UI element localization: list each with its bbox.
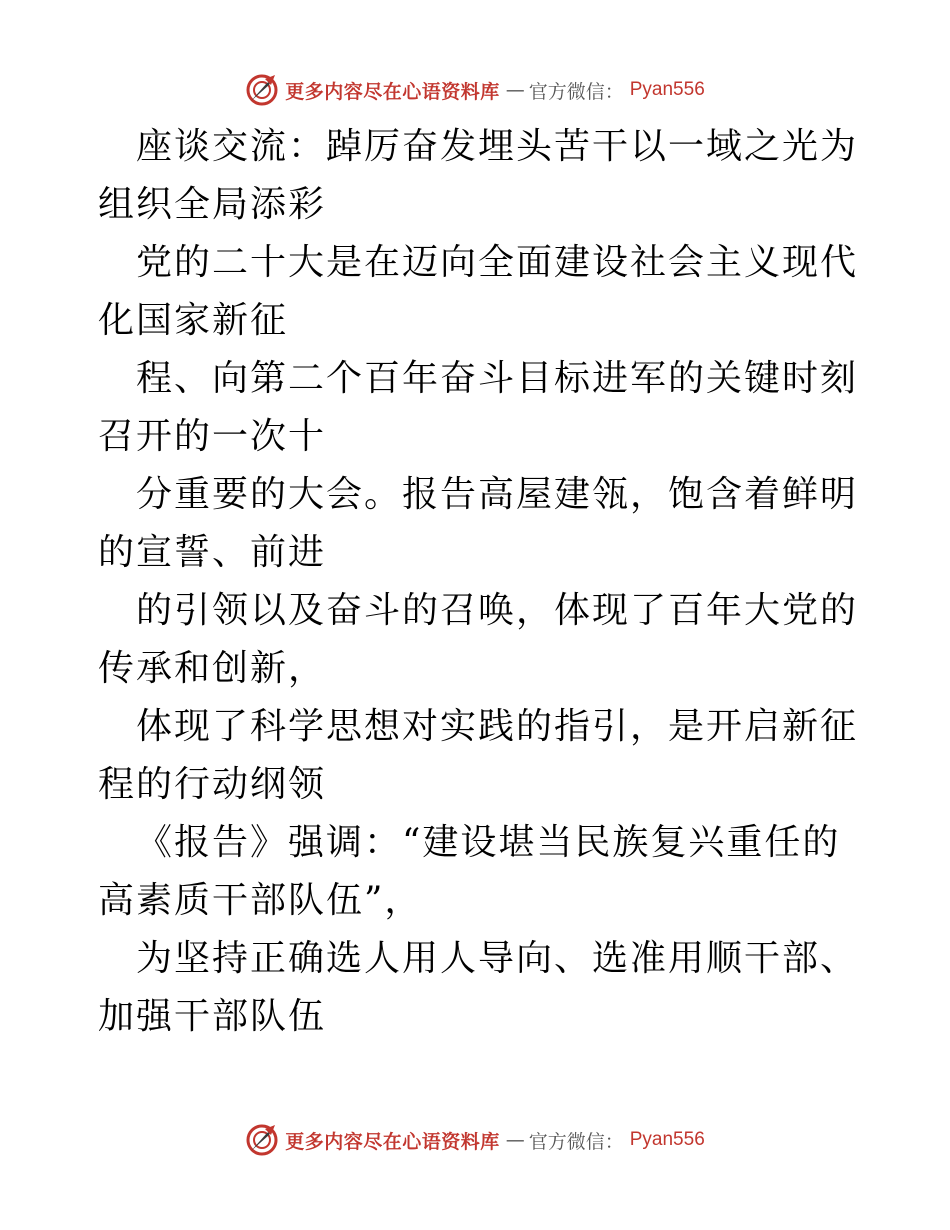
paragraph-7: 《报告》强调：“建设堪当民族复兴重任的高素质干部队伍”，: [98, 822, 841, 921]
document-body: [98, 118, 858, 1046]
paragraph-6: 体现了科学思想对实践的指引，是开启新征程的行动纲领: [98, 706, 859, 805]
header-brand-text: 更多内容尽在心语资料库: [285, 80, 500, 103]
header-wechat-label: 官方微信：: [528, 80, 624, 103]
header-separator: —: [505, 79, 523, 101]
header-wechat-id: Pyan556: [629, 79, 705, 100]
header-watermark: [0, 70, 950, 110]
paragraph-5: 的引领以及奋斗的召唤，体现了百年大党的传承和创新，: [98, 590, 859, 689]
paragraph-8: 为坚持正确选人用人导向、选准用顺干部、加强干部队伍: [98, 938, 859, 1037]
footer-watermark: [0, 1120, 950, 1160]
paragraph-1: 座谈交流：踔厉奋发埋头苦干以一域之光为组织全局添彩: [98, 126, 859, 225]
footer-separator: —: [505, 1129, 523, 1151]
paragraph-4: 分重要的大会。报告高屋建瓴，饱含着鲜明的宣誓、前进: [98, 474, 859, 573]
paragraph-2: 党的二十大是在迈向全面建设社会主义现代化国家新征: [98, 242, 859, 341]
footer-wechat-label: 官方微信：: [528, 1130, 624, 1153]
footer-brand-text: 更多内容尽在心语资料库: [285, 1130, 500, 1153]
quill-seal-icon: [245, 1123, 279, 1157]
quill-seal-icon: [245, 73, 279, 107]
paragraph-3: 程、向第二个百年奋斗目标进军的关键时刻召开的一次十: [98, 358, 859, 457]
footer-wechat-id: Pyan556: [629, 1129, 705, 1150]
